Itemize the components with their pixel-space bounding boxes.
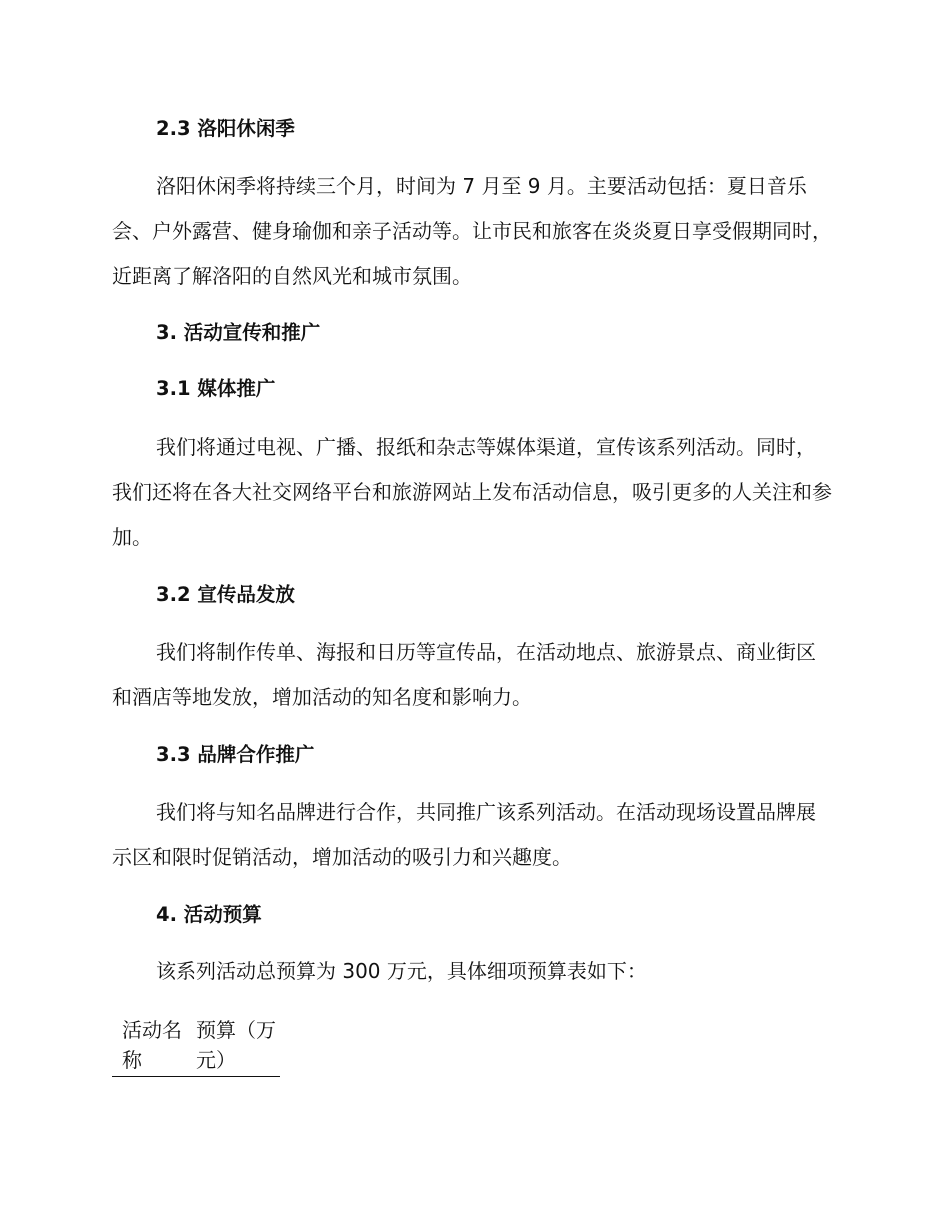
section-3-2-heading: 3.2 宣传品发放: [156, 583, 295, 606]
section-3-heading: 3. 活动宣传和推广: [156, 321, 321, 344]
section-4-paragraph: 该系列活动总预算为 300 万元，具体细项预算表如下：: [156, 959, 647, 983]
section-3-1-paragraph: 我们将通过电视、广播、报纸和杂志等媒体渠道，宣传该系列活动。同时，我们还将在各大社交网络平台和旅游网站上发布活动信息，吸引更多的人关注和参加。: [112, 435, 832, 549]
section-3-2-paragraph: 我们将制作传单、海报和日历等宣传品，在活动地点、旅游景点、商业街区和酒店等地发放，增加活动的知名度和影响力。: [112, 640, 816, 709]
column-header-activity-name: 活动名称: [112, 1015, 196, 1077]
budget-table-header-row: [112, 1015, 280, 1077]
section-3-1-heading: 3.1 媒体推广: [156, 377, 276, 400]
section-4-heading: 4. 活动预算: [156, 903, 262, 926]
budget-table: [112, 1015, 280, 1077]
section-2-3-heading: 2.3 洛阳休闲季: [156, 117, 295, 140]
column-header-budget: 预算（万元）: [196, 1015, 280, 1077]
section-3-3-heading: 3.3 品牌合作推广: [156, 743, 315, 766]
section-3-3-paragraph: 我们将与知名品牌进行合作，共同推广该系列活动。在活动现场设置品牌展示区和限时促销活动，增加活动的吸引力和兴趣度。: [112, 800, 816, 869]
section-2-3-paragraph: 洛阳休闲季将持续三个月，时间为 7 月至 9 月。主要活动包括：夏日音乐会、户外露营、健身瑜伽和亲子活动等。让市民和旅客在炎炎夏日享受假期同时，近距离了解洛阳的自然风光和城市氛围。: [112, 174, 832, 288]
